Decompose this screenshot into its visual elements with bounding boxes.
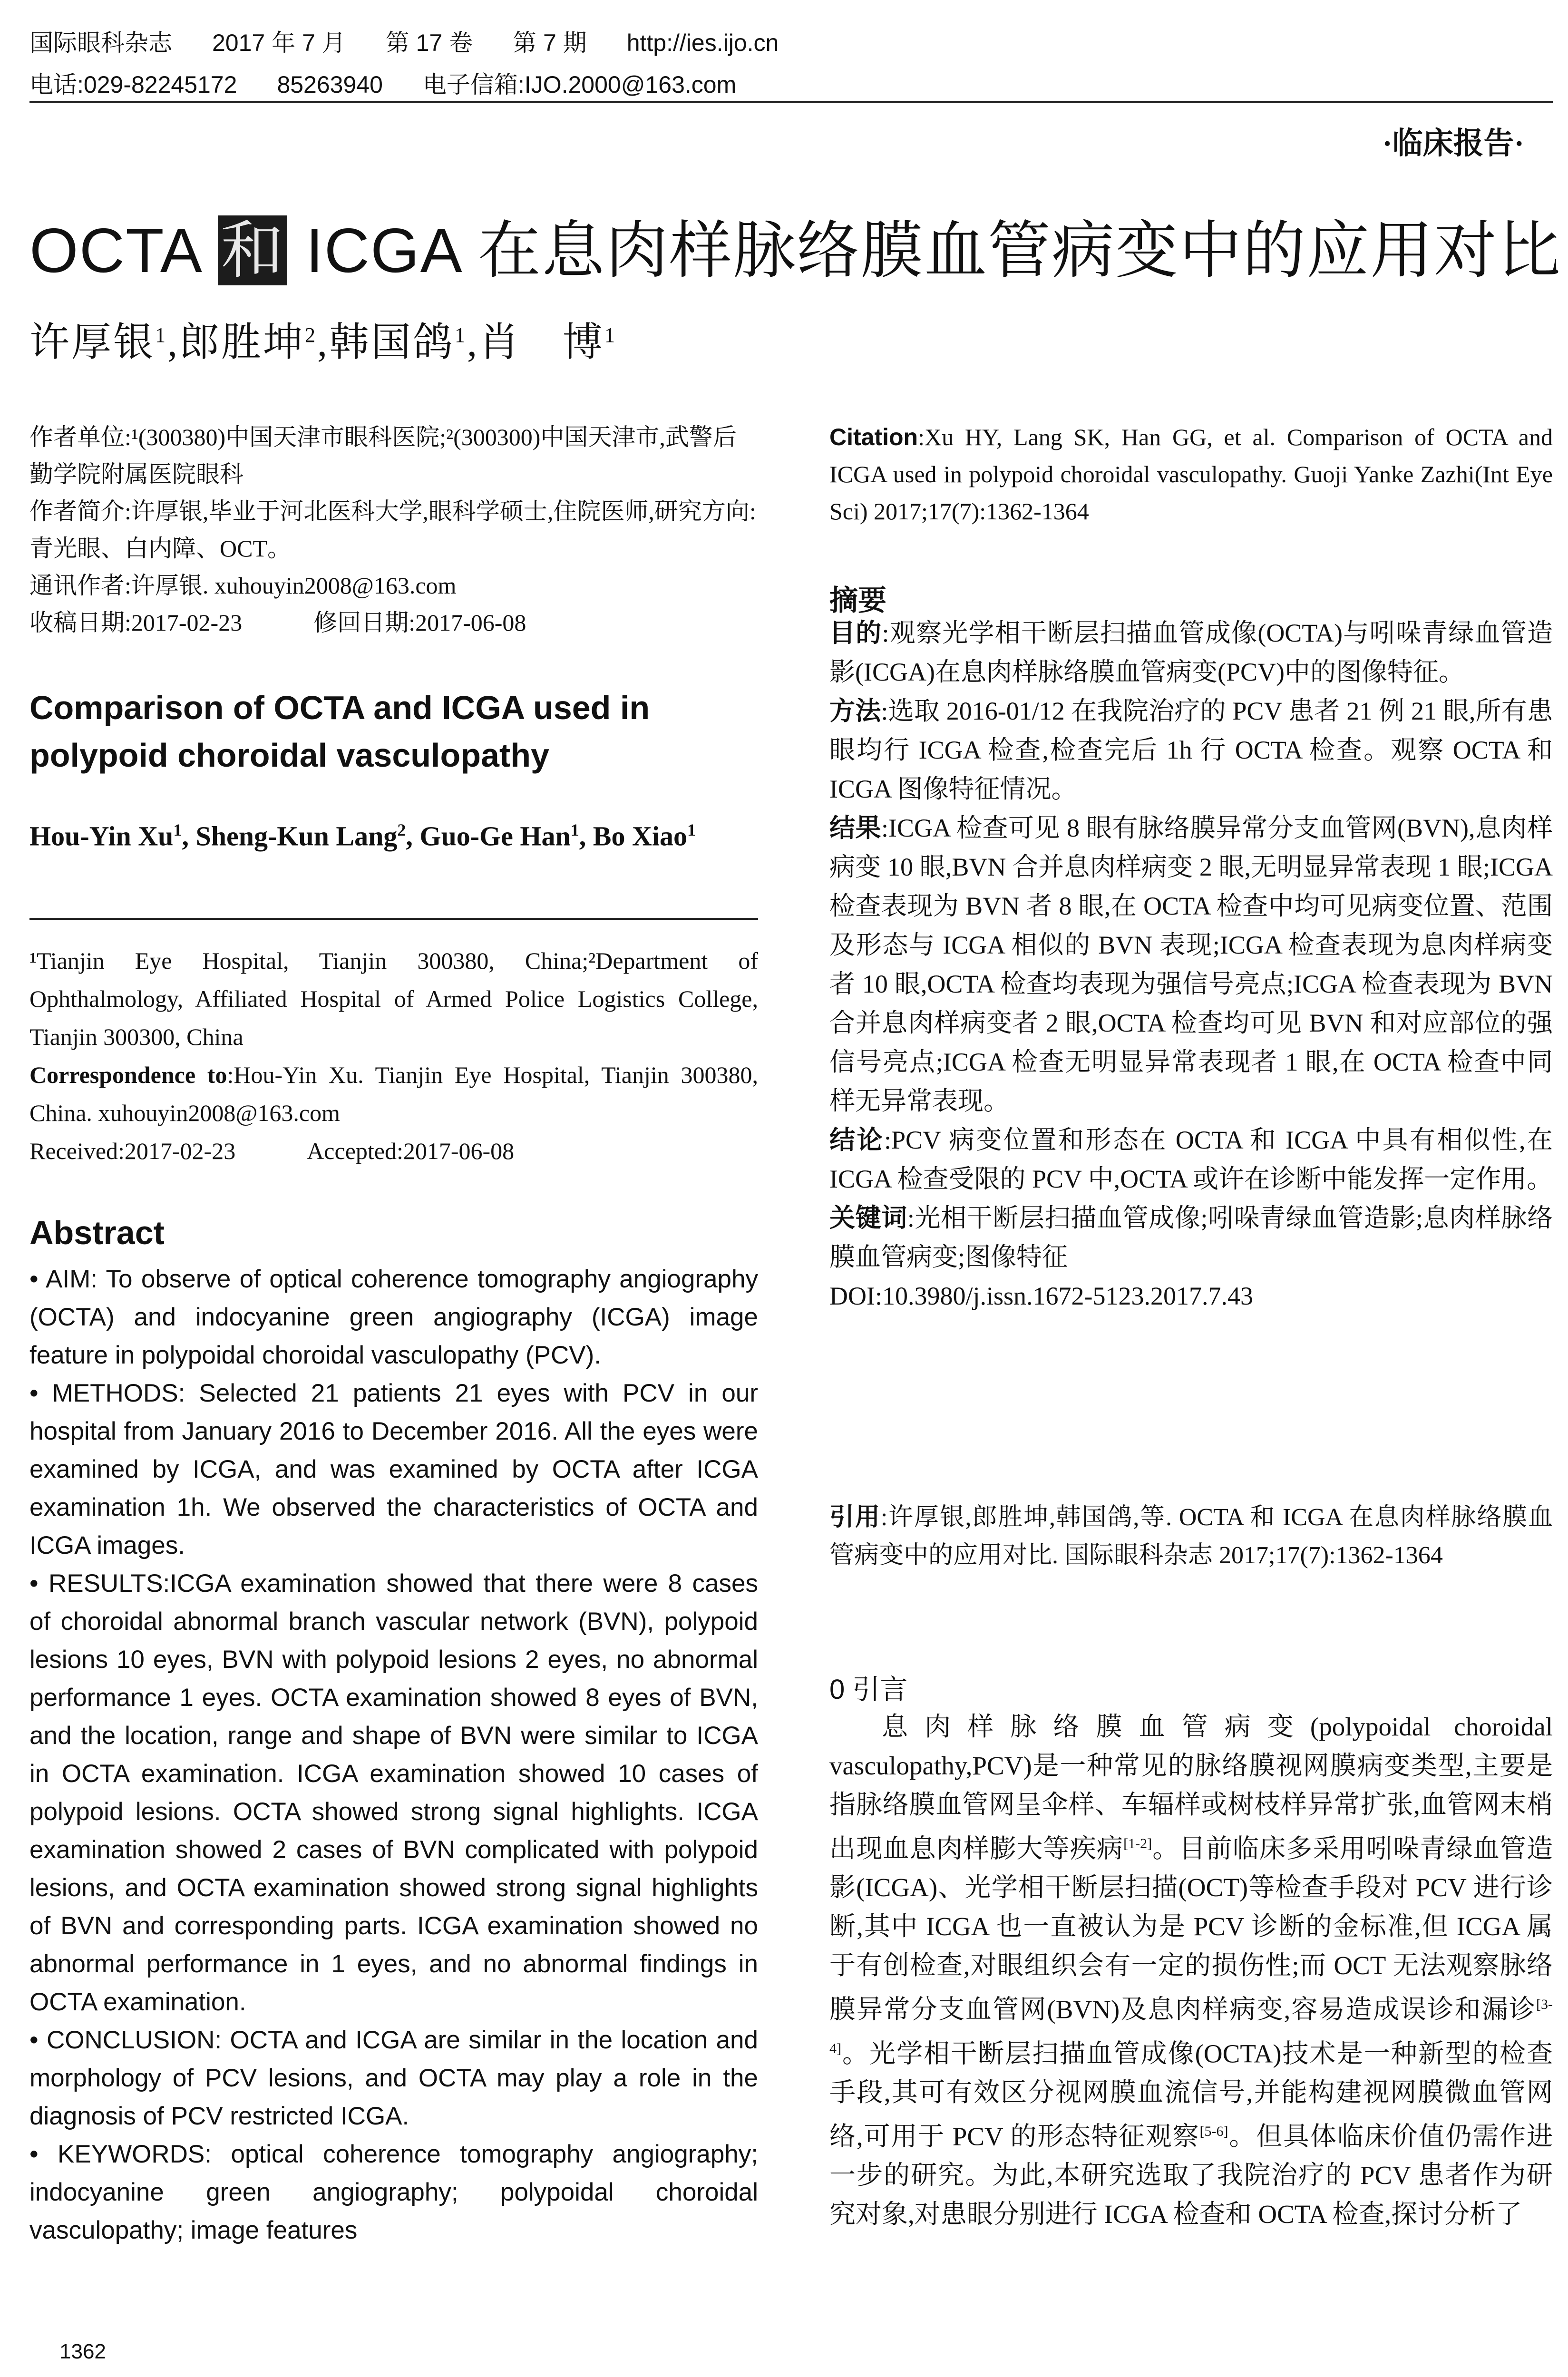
ref-1-2[interactable]: [1-2] <box>1123 1836 1152 1851</box>
intro-heading: 0 引言 <box>829 1674 908 1705</box>
intro-seg3: 。光学相干断层扫描血管成像(OCTA)技术是一种新型的检查手段,其可有效区分视网膜血流信号,并能构建视网膜微血管网络,可用于 PCV 的形态特征观察 <box>829 2038 1553 2151</box>
author-en-affil-mark: 2 <box>397 820 406 839</box>
running-header-line2 <box>29 66 776 100</box>
page-number: 1362 <box>59 2340 106 2363</box>
article-title <box>29 200 1561 290</box>
zh-abstract <box>829 614 1553 1315</box>
abstract-heading: Abstract <box>29 1214 165 1251</box>
intro-seg1: 息肉样脉络膜血管病变(polypoidal choroidal vasculopathy,PCV)是一种常见的脉络膜视网膜病变类型,主要是指脉络膜血管网呈伞样、车辐样或树枝样异常扩张,血管网末梢出现血息肉样膨大等疾病 <box>829 1712 1553 1863</box>
author-en-separator: , <box>406 820 420 852</box>
zh-abstract-keywords <box>829 1198 1553 1276</box>
doi-text: DOI:10.3980/j.issn.1672-5123.2017.7.43 <box>829 1282 1253 1310</box>
intro-seg2: 。目前临床多采用吲哚青绿血管造影(ICGA)、光学相干断层扫描(OCT)等检查手段对 PCV 进行诊断,其中 ICGA 也一直被认为是 PCV 诊断的金标准,但 ICGA 属于有创检查,对眼组织会有一定的损伤性;而 OCT 无法观察脉络膜异常分支血管网(BVN)及息肉样病变,容易造成误诊和漏诊 <box>829 1834 1553 2024</box>
zh-abstract-aim <box>829 614 1553 692</box>
intro-paragraph <box>829 1707 1553 2234</box>
author-bio: 作者简介:许厚银,毕业于河北医科大学,眼科学硕士,住院医师,研究方向:青光眼、白内障、OCT。 <box>29 498 756 562</box>
volume: 第 17 卷 <box>385 29 473 56</box>
author-cn-separator: , <box>317 321 330 365</box>
author-list-cn <box>29 310 617 368</box>
citation-label: Citation <box>829 424 918 450</box>
author-cn-name: 许厚银 <box>29 321 156 365</box>
citation-cn-label: 引用 <box>829 1503 881 1531</box>
author-cn-affil-mark: 1 <box>155 323 168 347</box>
abstract-keywords: • KEYWORDS: optical coherence tomography angiography; indocyanine green angiography; polypoidal choroidal vasculopathy; image features <box>29 2140 758 2244</box>
author-en-affil-mark: 1 <box>687 820 696 839</box>
zh-keywords-label: 关键词 <box>829 1204 907 1232</box>
zh-abstract-conclusion <box>829 1120 1553 1198</box>
author-cn-affil-mark: 1 <box>455 323 467 347</box>
zh-aim-text: :观察光学相干断层扫描血管成像(OCTA)与吲哚青绿血管造影(ICGA)在息肉样脉络膜血管病变(PCV)中的图像特征。 <box>829 619 1553 686</box>
phone: 电话:029-82245172 <box>29 71 237 98</box>
phone-secondary: 85263940 <box>277 71 383 98</box>
zh-abstract-results <box>829 809 1553 1120</box>
ref-5-6[interactable]: [5-6] <box>1199 2123 1228 2139</box>
authors-rule <box>29 918 758 920</box>
zh-methods-label: 方法 <box>829 697 881 725</box>
citation-en <box>829 419 1553 530</box>
zh-conclusion-label: 结论 <box>829 1126 884 1154</box>
title-part1: OCTA <box>29 215 218 285</box>
dates-en: Received:2017-02-23 Accepted:2017-06-08 <box>29 1138 515 1164</box>
english-title: Comparison of OCTA and ICGA used in polypoid choroidal vasculopathy <box>29 689 650 774</box>
citation-cn <box>829 1498 1553 1575</box>
dates-cn: 收稿日期:2017-02-23 修回日期:2017-06-08 <box>29 609 526 636</box>
author-en-affil-mark: 1 <box>173 820 182 839</box>
author-cn-separator: , <box>167 321 180 365</box>
zh-abstract-heading: 摘要 <box>829 585 886 616</box>
corresponding-author: 通讯作者:许厚银. xuhouyin2008@163.com <box>29 572 457 599</box>
author-en-separator: , <box>579 820 593 852</box>
correspondence <box>29 1056 758 1132</box>
issue-date: 2017 年 7 月 <box>212 29 346 56</box>
author-cn-name: 肖 博 <box>479 321 605 365</box>
zh-methods-text: :选取 2016-01/12 在我院治疗的 PCV 患者 21 例 21 眼,所有患眼均行 ICGA 检查,检查完后 1h 行 OCTA 检查。观察 OCTA 和 ICGA 图像特征情况。 <box>829 697 1553 803</box>
title-part2: ICGA 在息肉样脉络膜血管病变中的应用对比 <box>287 215 1562 285</box>
zh-results-label: 结果 <box>829 814 881 842</box>
author-en-separator: , <box>182 820 196 852</box>
abstract-methods: • METHODS: Selected 21 patients 21 eyes with PCV in our hospital from January 2016 to December 2016. All the eyes were examined by ICGA, and was examined by OCTA after ICGA examination 1h. We observed the characteristics of OCTA and ICGA images. <box>29 1379 758 1559</box>
author-en-affil-mark: 1 <box>570 820 579 839</box>
zh-abstract-methods <box>829 692 1553 809</box>
citation-text: :Xu HY, Lang SK, Han GG, et al. Comparison of OCTA and ICGA used in polypoid choroidal vasculopathy. Guoji Yanke Zazhi(Int Eye Sci) 2017;17(7):1362-1364 <box>829 424 1553 525</box>
affiliation-en-text: ¹Tianjin Eye Hospital, Tianjin 300380, China;²Department of Ophthalmology, Affiliated Hospital of Armed Police Logistics College, Tianjin 300300, China <box>29 947 758 1050</box>
abstract-body <box>29 1260 758 2250</box>
abstract-results: • RESULTS:ICGA examination showed that there were 8 cases of choroidal abnormal branch vascular network (BVN), polypoid lesions 10 eyes, BVN with polypoid lesions 2 eyes, no abnormal performance 1 eyes. OCTA examination showed 8 eyes of BVN, and the location, range and shape of BVN were similar to ICGA in OCTA examination. ICGA examination showed 10 cases of polypoid lesions. OCTA showed strong signal highlights. ICGA examination showed 2 cases of BVN complicated with polypoid lesions, and OCTA examination showed strong signal highlights of BVN and corresponding parts. ICGA examination showed no abnormal performance in 1 eyes, and no abnormal findings in OCTA examination. <box>29 1569 758 2016</box>
author-cn-affil-mark: 1 <box>604 323 617 347</box>
doi[interactable] <box>829 1276 1553 1315</box>
author-list-en <box>29 809 758 857</box>
journal-name: 国际眼科杂志 <box>29 29 172 56</box>
zh-keywords-text: :光相干断层扫描血管成像;吲哚青绿血管造影;息肉样脉络膜血管病变;图像特征 <box>829 1204 1553 1271</box>
ref-3-4[interactable]: [3-4] <box>829 1997 1553 2056</box>
affiliation-line: 作者单位:¹(300380)中国天津市眼科医院;²(300300)中国天津市,武警后勤学院附属医院眼科 <box>29 424 737 487</box>
zh-conclusion-text: :PCV 病变位置和形态在 OCTA 和 ICGA 中具有相似性,在 ICGA 检查受限的 PCV 中,OCTA 或许在诊断中能发挥一定作用。 <box>829 1126 1553 1193</box>
abstract-conclusion: • CONCLUSION: OCTA and ICGA are similar in the location and morphology of PCV lesions, and OCTA may play a role in the diagnosis of PCV restricted ICGA. <box>29 2026 758 2130</box>
section-label: ·临床报告· <box>1382 127 1524 160</box>
author-en-name: Hou-Yin Xu <box>29 820 174 852</box>
author-en-name: Guo-Ge Han <box>419 820 571 852</box>
affiliation-en <box>29 942 758 1170</box>
correspondence-label: Correspondence to <box>29 1062 227 1088</box>
journal-email[interactable]: 电子信箱:IJO.2000@163.com <box>422 71 737 98</box>
abstract-aim: • AIM: To observe of optical coherence tomography angiography (OCTA) and indocyanine green angiography (ICGA) image feature in polypoidal choroidal vasculopathy (PCV). <box>29 1265 758 1369</box>
affiliation-cn <box>29 419 758 641</box>
journal-url[interactable]: http://ies.ijo.cn <box>626 29 779 56</box>
citation-cn-text: :许厚银,郎胜坤,韩国鸽,等. OCTA 和 ICGA 在息肉样脉络膜血管病变中的应用对比. 国际眼科杂志 2017;17(7):1362-1364 <box>829 1504 1553 1569</box>
author-cn-name: 韩国鸽 <box>329 321 455 365</box>
intro-seg4: 。但具体临床价值仍需作进一步的研究。为此,本研究选取了我院治疗的 PCV 患者作为研究对象,对患眼分别进行 ICGA 检查和 OCTA 检查,探讨分析了 <box>829 2122 1553 2229</box>
correspondence-text: :Hou-Yin Xu. Tianjin Eye Hospital, Tianjin 300380, China. xuhouyin2008@163.com <box>29 1062 758 1126</box>
zh-aim-label: 目的 <box>829 619 882 647</box>
header-rule <box>29 101 1553 103</box>
title-highlight: 和 <box>218 215 287 285</box>
author-cn-separator: , <box>467 321 479 365</box>
author-cn-affil-mark: 2 <box>305 323 318 347</box>
author-en-name: Bo Xiao <box>593 820 687 852</box>
zh-results-text: :ICGA 检查可见 8 眼有脉络膜异常分支血管网(BVN),息肉样病变 10 眼,BVN 合并息肉样病变 2 眼,无明显异常表现 1 眼;ICGA 检查表现为 BVN 者 8 眼,在 OCTA 检查中均可见病变位置、范围及形态与 ICGA 相似的 BVN 表现;ICGA 检查表现为息肉样病变者 10 眼,OCTA 检查均表现为强信号亮点;ICGA 检查表现为 BVN 合并息肉样病变者 2 眼,OCTA 检查均可见 BVN 和对应部位的强信号亮点;ICGA 检查无明显异常表现者 1 眼,在 OCTA 检查中同样无异常表现。 <box>829 814 1553 1115</box>
issue-number: 第 7 期 <box>513 29 587 56</box>
author-en-name: Sheng-Kun Lang <box>195 820 398 852</box>
running-header-line1 <box>29 24 818 58</box>
author-cn-name: 郎胜坤 <box>179 321 305 365</box>
